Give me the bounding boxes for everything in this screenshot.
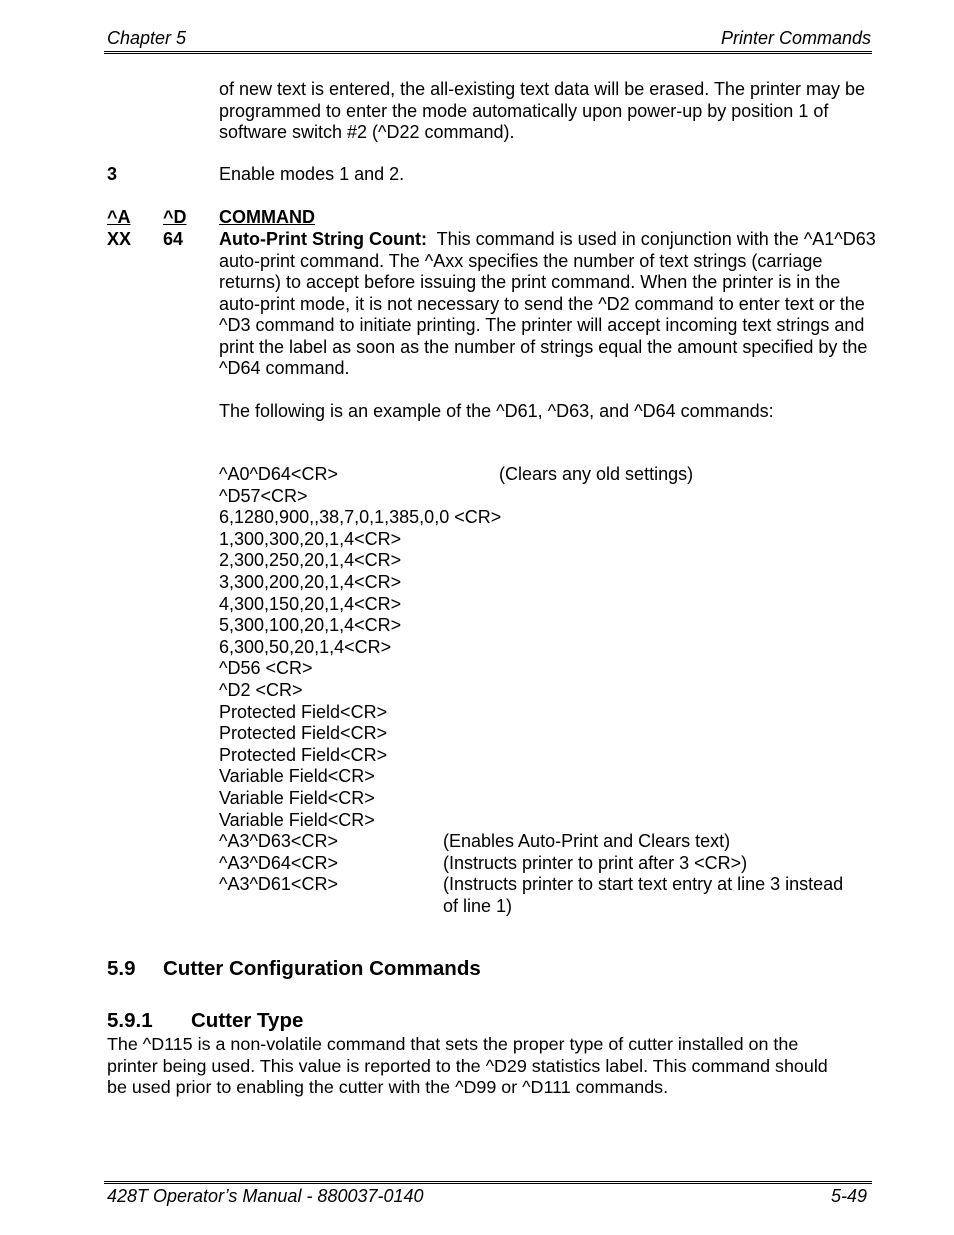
example-comment: (Instructs printer to start text entry at line 3 instead bbox=[443, 874, 844, 895]
col-a-value: XX bbox=[107, 229, 132, 249]
example-code-line: ^D2 <CR> bbox=[219, 680, 303, 700]
example-comment: (Clears any old settings) bbox=[499, 464, 694, 484]
col-d-header: ^D bbox=[163, 207, 187, 227]
intro-paragraph: of new text is entered, the all-existing text data will be erased. The printer may be programmed to enter the mode automatically upon power-up by position 1 of software switch #2 (^D22 command). bbox=[219, 79, 866, 142]
section-title: Cutter Configuration Commands bbox=[163, 957, 481, 980]
example-code-line: Variable Field<CR> bbox=[219, 788, 375, 808]
example-code-line: Protected Field<CR> bbox=[219, 744, 388, 765]
example-code-line: Protected Field<CR> bbox=[219, 701, 388, 722]
header-section-title: Printer Commands bbox=[720, 28, 871, 48]
command-title: Auto-Print String Count: bbox=[219, 229, 427, 249]
example-comment: (Enables Auto-Print and Clears text) bbox=[443, 831, 731, 852]
example-intro: The following is an example of the ^D61, ^D63, and ^D64 commands: bbox=[219, 401, 774, 421]
subsection-number: 5.9.1 bbox=[107, 1009, 153, 1032]
example-code-line: 6,1280,900,,38,7,0,1,385,0,0 <CR> bbox=[219, 507, 502, 528]
example-code-line: 5,300,100,20,1,4<CR> bbox=[219, 615, 402, 636]
footer-manual-title: 428T Operator’s Manual - 880037-0140 bbox=[107, 1186, 424, 1206]
mode-text: Enable modes 1 and 2. bbox=[219, 164, 405, 184]
example-code-line: 6,300,50,20,1,4<CR> bbox=[219, 636, 392, 657]
example-code-line: ^A3^D64<CR> bbox=[219, 852, 338, 873]
header-chapter: Chapter 5 bbox=[107, 28, 187, 48]
example-code-line: Variable Field<CR> bbox=[219, 766, 375, 787]
footer-rule bbox=[104, 1181, 872, 1184]
col-d-value: 64 bbox=[163, 229, 184, 249]
subsection-title: Cutter Type bbox=[191, 1009, 304, 1032]
example-code-line: Protected Field<CR> bbox=[219, 723, 388, 744]
example-code-line: ^A0^D64<CR> bbox=[219, 464, 338, 484]
example-code-line: ^D56 <CR> bbox=[219, 658, 313, 679]
col-a-header: ^A bbox=[107, 207, 131, 227]
example-code-line: 2,300,250,20,1,4<CR> bbox=[219, 550, 402, 571]
example-comment: (Instructs printer to print after 3 <CR>) bbox=[443, 852, 748, 873]
subsection-body: The ^D115 is a non-volatile command that sets the proper type of cutter installed on the printer being used. This value is reported to the ^D29 statistics label. This command should be used prior to enabling the cutter with the ^D99 or ^D111 commands. bbox=[107, 1034, 828, 1097]
example-code-line: 3,300,200,20,1,4<CR> bbox=[219, 572, 402, 592]
command-description bbox=[219, 229, 879, 380]
footer-page-number: 5-49 bbox=[830, 1186, 867, 1206]
col-command-header: COMMAND bbox=[219, 207, 315, 227]
example-code-line: 1,300,300,20,1,4<CR> bbox=[219, 528, 402, 549]
example-code-line: ^A3^D63<CR> bbox=[219, 831, 338, 852]
header-rule bbox=[104, 51, 872, 54]
example-code-line: 4,300,150,20,1,4<CR> bbox=[219, 593, 402, 614]
mode-number: 3 bbox=[107, 164, 118, 184]
example-code-line: ^A3^D61<CR> bbox=[219, 874, 338, 895]
example-code-line: ^D57<CR> bbox=[219, 485, 308, 506]
example-comment: of line 1) bbox=[443, 896, 513, 916]
command-desc-text: This command is used in conjunction with the ^A1^D63 auto-print command. The ^Axx specifies the number of text strings (carriage returns) to accept before issuing the print command. When the printer is in the auto-print mode, it is not necessary to send the ^D2 command to enter text or the ^D3 command to initiate printing. The printer will accept incoming text strings and print the label as soon as the number of strings equal the amount specified by the ^D64 command. bbox=[219, 229, 876, 378]
example-code-line: Variable Field<CR> bbox=[219, 809, 375, 830]
section-number: 5.9 bbox=[107, 957, 136, 980]
